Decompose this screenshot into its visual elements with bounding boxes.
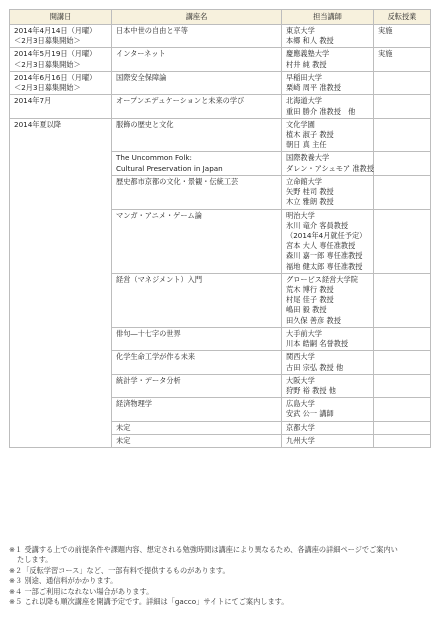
footnotes — [9, 545, 434, 608]
cell-course — [112, 351, 282, 374]
date-line: 2014年4月14日（月曜） — [14, 26, 97, 35]
lecturer-line: 安武 公一 講師 — [286, 409, 334, 419]
date-line: 2014年6月16日（月曜） — [14, 72, 97, 82]
cell-flipped-class — [374, 273, 431, 327]
lecturer-line: 慶應義塾大学 — [286, 49, 330, 59]
lecturer-line: 国際教養大学 — [286, 153, 330, 163]
cell-course — [112, 175, 282, 209]
footnote: ※２「反転学習コース」など、一部有料で提供するものがあります。 — [9, 565, 230, 575]
lecturer-line: 田久保 善彦 教授 — [286, 315, 341, 325]
lecturer-line: 狩野 裕 教授 他 — [286, 386, 336, 395]
cell-date — [10, 48, 112, 71]
lecturer-line: 村尾 佳子 教授 — [286, 295, 334, 305]
cell-course — [112, 398, 282, 421]
course-name: マンガ・アニメ・ゲーム論 — [116, 210, 202, 220]
footnote: ※５ これ以降も順次講座を開講予定です。詳細は「gacco」サイトにてご案内します。 — [9, 597, 289, 607]
lecturer-line: 文化学園 — [286, 119, 315, 129]
cell-flipped-class — [374, 374, 431, 397]
course-name: オープンエデュケーションと未来の学び — [116, 96, 245, 106]
cell-lecturer — [282, 25, 374, 48]
lecturer-line: 矢野 桂司 教授 — [286, 187, 334, 197]
course-name: 統計学・データ分析 — [116, 375, 181, 385]
cell-date — [10, 71, 112, 94]
footnote: ※３ 別途、通信料がかかります。 — [9, 576, 118, 586]
cell-lecturer — [282, 434, 374, 447]
table-row — [10, 48, 431, 71]
date-line: ＜2月3日募集開始＞ — [14, 83, 81, 93]
lecturer-line: ダレン・アシュモア 准教授 — [286, 163, 374, 173]
lecturer-line: 村井 純 教授 — [286, 59, 327, 69]
cell-lecturer — [282, 95, 374, 118]
header-course: 講座名 — [112, 10, 282, 25]
lecturer-line: グロービス経営大学院 — [286, 274, 358, 284]
course-name: 俳句―十七字の世界 — [116, 328, 181, 338]
cell-flipped-class — [374, 434, 431, 447]
cell-lecturer — [282, 273, 374, 327]
lecturer-line: 木立 雅朗 教授 — [286, 197, 334, 207]
cell-date — [10, 95, 112, 118]
cell-course — [112, 434, 282, 447]
cell-course — [112, 273, 282, 327]
table-header-row — [10, 10, 431, 25]
cell-lecturer — [282, 209, 374, 273]
header-flipped: 反転授業 — [374, 10, 431, 25]
lecturer-line: 荒木 博行 教授 — [286, 285, 334, 295]
header-lecturer: 担当講師 — [282, 10, 374, 25]
cell-flipped-class — [374, 351, 431, 374]
cell-flipped-class — [374, 421, 431, 434]
lecturer-line: 明治大学 — [286, 210, 315, 220]
cell-lecturer — [282, 374, 374, 397]
cell-flipped-class — [374, 71, 431, 94]
lecturer-line: 嶋田 毅 教授 — [286, 305, 327, 315]
cell-flipped-class — [374, 175, 431, 209]
lecturer-line: 京都大学 — [286, 422, 315, 432]
schedule-table-wrap — [9, 9, 430, 448]
course-schedule-table — [9, 9, 431, 448]
cell-course — [112, 421, 282, 434]
cell-lecturer — [282, 421, 374, 434]
cell-course — [112, 25, 282, 48]
lecturer-line: 重田 勝介 准教授 他 — [286, 106, 356, 116]
lecturer-line: 川本 皓嗣 名誉教授 — [286, 339, 349, 349]
cell-date — [10, 25, 112, 48]
course-name: 未定 — [116, 422, 131, 432]
cell-lecturer — [282, 351, 374, 374]
table-row — [10, 118, 431, 152]
cell-lecturer — [282, 175, 374, 209]
course-name: 服飾の歴史と文化 — [116, 119, 174, 129]
lecturer-line: （2014年4月就任予定） — [286, 230, 367, 240]
date-line: 2014年7月 — [14, 96, 52, 106]
course-name: 国際安全保障論 — [116, 72, 167, 82]
table-row — [10, 95, 431, 118]
header-date: 開講日 — [10, 10, 112, 25]
lecturer-line: 東京大学 — [286, 26, 315, 35]
cell-course — [112, 118, 282, 152]
lecturer-line: 本郷 和人 教授 — [286, 36, 334, 46]
cell-lecturer — [282, 48, 374, 71]
lecturer-line: 栗崎 周平 准教授 — [286, 83, 341, 93]
course-name: 化学生命工学が作る未来 — [116, 352, 196, 362]
cell-lecturer — [282, 118, 374, 152]
course-name: The Uncommon Folk: — [116, 153, 192, 163]
lecturer-line: 森川 嘉一郎 専任准教授 — [286, 251, 363, 261]
footnote: たします。 — [17, 555, 53, 565]
cell-lecturer — [282, 71, 374, 94]
cell-course — [112, 95, 282, 118]
date-line: 2014年夏以降 — [14, 119, 62, 129]
course-name: 歴史都市京都の文化・景観・伝統工芸 — [116, 176, 239, 186]
lecturer-line: 大阪大学 — [286, 375, 315, 385]
cell-date — [10, 118, 112, 447]
cell-flipped-class: 実施 — [374, 48, 431, 71]
cell-course — [112, 374, 282, 397]
course-name: 経営（マネジメント）入門 — [116, 274, 203, 284]
cell-flipped-class — [374, 209, 431, 273]
date-line: ＜2月3日募集開始＞ — [14, 59, 81, 69]
cell-course — [112, 48, 282, 71]
course-name: 日本中世の自由と平等 — [116, 26, 188, 35]
cell-lecturer — [282, 152, 374, 175]
table-row — [10, 71, 431, 94]
cell-flipped-class: 実施 — [374, 25, 431, 48]
course-name: 経済物理学 — [116, 399, 152, 409]
lecturer-line: 早稲田大学 — [286, 72, 322, 82]
cell-lecturer — [282, 398, 374, 421]
lecturer-line: 宮本 大人 専任准教授 — [286, 241, 356, 251]
footnote: ※１ 受講する上での前提条件や課題内容、想定される勉強時間は講座により異なるため、各講座の詳細ページでご案内い — [9, 545, 398, 554]
course-name: 未定 — [116, 435, 131, 445]
cell-flipped-class — [374, 152, 431, 175]
lecturer-line: 北海道大学 — [286, 96, 322, 106]
cell-flipped-class — [374, 398, 431, 421]
lecturer-line: 関西大学 — [286, 352, 315, 362]
cell-course — [112, 327, 282, 350]
lecturer-line: 植木 淑子 教授 — [286, 129, 334, 139]
cell-course — [112, 71, 282, 94]
footnote: ※４ 一部ご利用になれない場合があります。 — [9, 586, 154, 596]
date-line: ＜2月3日募集開始＞ — [14, 36, 81, 46]
cell-lecturer — [282, 327, 374, 350]
lecturer-line: 古田 宗弘 教授 他 — [286, 362, 344, 372]
table-body — [10, 25, 431, 448]
lecturer-line: 氷川 竜介 客員教授 — [286, 220, 349, 230]
cell-flipped-class — [374, 118, 431, 152]
lecturer-line: 朝日 真 主任 — [286, 140, 327, 150]
lecturer-line: 立命館大学 — [286, 176, 322, 186]
lecturer-line: 福地 健太郎 専任准教授 — [286, 261, 363, 271]
cell-flipped-class — [374, 95, 431, 118]
lecturer-line: 九州大学 — [286, 435, 315, 445]
cell-course — [112, 209, 282, 273]
lecturer-line: 大手前大学 — [286, 328, 322, 338]
date-line: 2014年5月19日（月曜） — [14, 49, 97, 59]
course-name: インターネット — [116, 49, 166, 59]
course-name: Cultural Preservation in Japan — [116, 163, 223, 173]
cell-flipped-class — [374, 327, 431, 350]
cell-course — [112, 152, 282, 175]
table-row — [10, 25, 431, 48]
lecturer-line: 広島大学 — [286, 399, 315, 409]
